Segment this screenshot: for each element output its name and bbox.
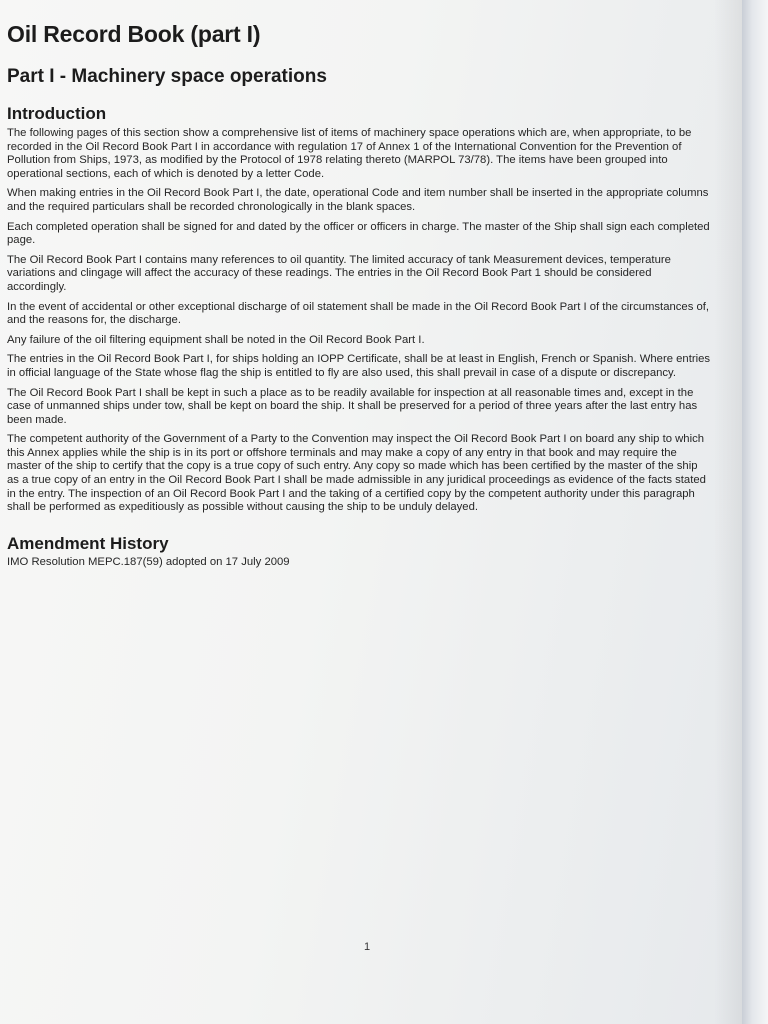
intro-paragraph-2: When making entries in the Oil Record Book Part I, the date, operational Code and item number shall be inserted in the appropriate columns and the required particulars shall be recorded chronologically in the blank spaces. [7,187,709,213]
intro-paragraph-5: In the event of accidental or other exceptional discharge of oil statement shall be made in the Oil Record Book Part I of the circumstances of, and the reasons for, the discharge. [7,300,710,327]
amendment-history-heading: Amendment History [7,533,169,553]
page-edge [742,0,768,1024]
amendment-history-text: IMO Resolution MEPC.187(59) adopted on 17 July 2009 [7,555,290,568]
intro-paragraph-6: Any failure of the oil filtering equipment shall be noted in the Oil Record Book Part I. [7,333,425,346]
intro-paragraph-8: The Oil Record Book Part I shall be kept in such a place as to be readily available for inspection at all reasonable times and, except in the case of unmanned ships under tow, shall be kept on board the ship. It shall be preserved for a period of three years after the last entry has been made. [7,386,698,426]
introduction-heading: Introduction [7,104,107,123]
intro-paragraph-1: The following pages of this section show a comprehensive list of items of machinery space operations which are, when appropriate, to be recorded in the Oil Record Book Part I in accordance with regulation 17 of Annex 1 of the International Convention for the Prevention of Pollution from Ships, 1973, as modified by the Protocol of 1978 relating thereto (MARPOL 73/78). The items have been grouped into operational sections, each of which is denoted by a letter Code. [7,127,692,180]
intro-paragraph-3: Each completed operation shall be signed for and dated by the officer or officers in charge. The master of the Ship shall sign each completed page. [7,220,710,247]
document-title: Oil Record Book (part I) [7,21,261,47]
introduction-body [7,127,711,515]
introduction-section [7,103,711,515]
intro-paragraph-4: The Oil Record Book Part I contains many references to oil quantity. The limited accuracy of tank Measurement devices, temperature variations and clingage will affect the accuracy of these readings. The entries in the Oil Record Book Part 1 should be considered accordingly. [7,253,671,293]
document-content [7,18,711,575]
intro-paragraph-7: The entries in the Oil Record Book Part I, for ships holding an IOPP Certificate, shall be at least in English, French or Spanish. Where entries in official language of the State whose flag the ship is entitled to fly are also used, this shall prevail in case of a dispute or discrepancy. [7,353,711,379]
part-heading: Part I - Machinery space operations [7,66,327,87]
intro-paragraph-9: The competent authority of the Government of a Party to the Convention may inspect the Oil Record Book Part I on board any ship to which this Annex applies while the ship is in its port or offshore terminals and may make a copy of any entry in that book and may require the master of the ship to certify that the copy is a true copy of such entry. Any copy so made which has been certified by the master of the ship as a true copy of an entry in the Oil Record Book Part I shall be made admissible in any juridical proceedings as evidence of the facts stated in the entry. The inspection of an Oil Record Book Part I and the taking of a certified copy by the competent authority under this paragraph shall be performed as expeditiously as possible without causing the ship to be unduly delayed. [7,433,706,514]
page-number: 1 [364,941,371,953]
amendment-history-section [7,533,711,570]
